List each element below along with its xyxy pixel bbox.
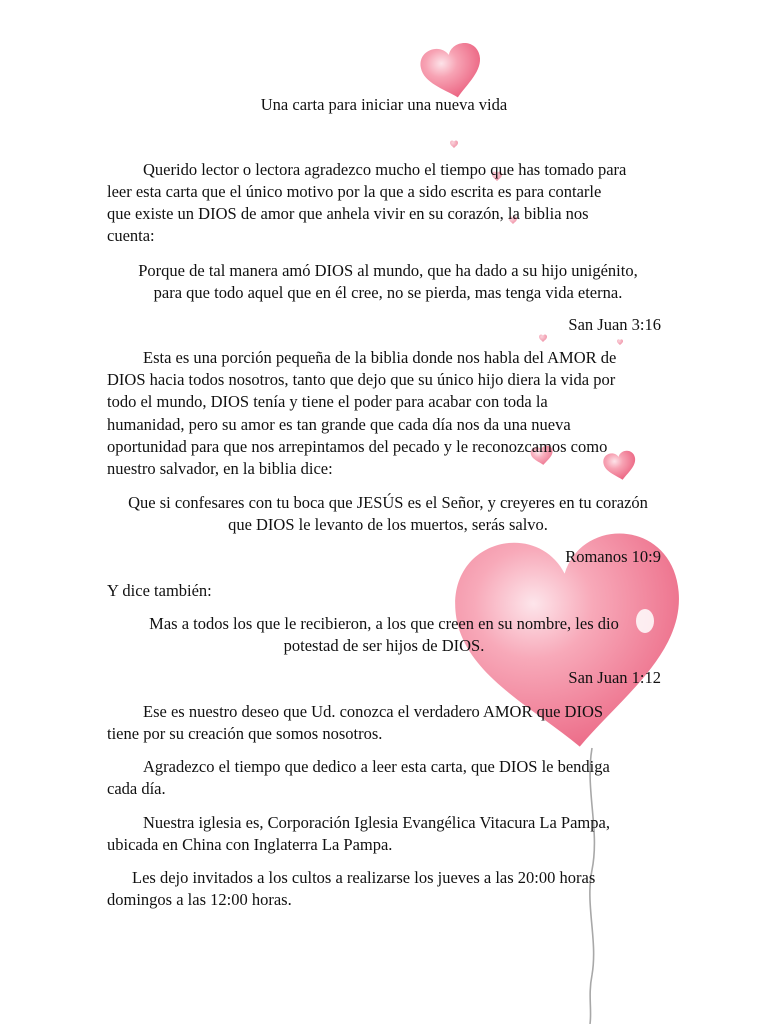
verse-line: potestad de ser hijos de DIOS. (283, 636, 485, 655)
intro-line: Querido lector o lectora agradezco mucho el tiempo que has tomado para (143, 160, 627, 179)
paragraph-line: Y dice también: (107, 581, 212, 600)
intro-line: que existe un DIOS de amor que anhela vivir en su corazón, la biblia nos (107, 204, 589, 223)
verse-line: para que todo aquel que en él cree, no se pierda, mas tenga vida eterna. (153, 283, 623, 302)
paragraph-line: ubicada en China con Inglaterra La Pampa. (107, 835, 393, 854)
verse-reference: Romanos 10:9 (565, 547, 661, 566)
paragraph-line: DIOS hacia todos nosotros, tanto que dejo que su único hijo diera la vida por (107, 370, 616, 389)
paragraph-line: todo el mundo, DIOS tenía y tiene el poder para acabar con toda la (107, 392, 548, 411)
intro-line: cuenta: (107, 226, 155, 245)
verse-reference: San Juan 3:16 (568, 315, 661, 334)
verse-line: Que si confesares con tu boca que JESÚS es el Señor, y creyeres en tu corazón (128, 493, 648, 512)
paragraph-line: humanidad, pero su amor es tan grande que cada día nos da una nueva (107, 415, 571, 434)
verse-line: que DIOS le levanto de los muertos, serás salvo. (228, 515, 548, 534)
verse-line: Porque de tal manera amó DIOS al mundo, que ha dado a su hijo unigénito, (138, 261, 638, 280)
paragraph-line: Les dejo invitados a los cultos a realizarse los jueves a las 20:00 horas (132, 868, 596, 887)
paragraph-line: Ese es nuestro deseo que Ud. conozca el verdadero AMOR que DIOS (143, 702, 604, 721)
paragraph-line: nuestro salvador, en la biblia dice: (107, 459, 333, 478)
paragraph-line: Nuestra iglesia es, Corporación Iglesia Evangélica Vitacura La Pampa, (143, 813, 610, 832)
paragraph-line: tiene por su creación que somos nosotros. (107, 724, 383, 743)
intro-line: leer esta carta que el único motivo por la que a sido escrita es para contarle (107, 182, 602, 201)
paragraph-line: cada día. (107, 779, 166, 798)
paragraph-line: Agradezco el tiempo que dedico a leer esta carta, que DIOS le bendiga (143, 757, 610, 776)
paragraph-line: Esta es una porción pequeña de la biblia donde nos habla del AMOR de (143, 348, 617, 367)
paragraph-line: domingos a las 12:00 horas. (107, 890, 292, 909)
letter-title: Una carta para iniciar una nueva vida (260, 95, 508, 114)
paragraph-line: oportunidad para que nos arrepintamos del pecado y le reconozcamos como (107, 437, 608, 456)
verse-reference: San Juan 1:12 (568, 668, 661, 687)
verse-line: Mas a todos los que le recibieron, a los que creen en su nombre, les dio (149, 614, 619, 633)
